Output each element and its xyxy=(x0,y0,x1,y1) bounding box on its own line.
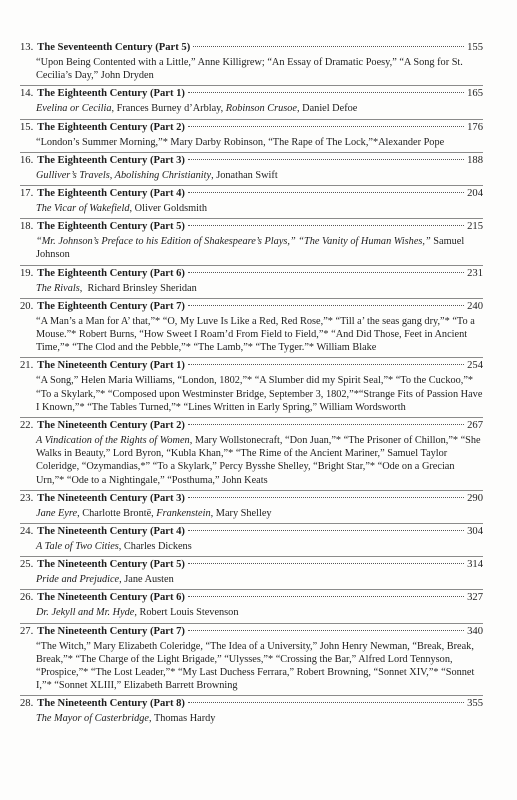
dot-leader xyxy=(188,629,464,631)
toc-entry-heading xyxy=(20,697,483,711)
chapter-number: 20. xyxy=(20,300,34,312)
chapter-title: The Eighteenth Century (Part 7) xyxy=(37,300,185,312)
chapter-number: 17. xyxy=(20,188,34,200)
toc-entry xyxy=(20,524,483,557)
toc-entry xyxy=(20,86,483,119)
page-number: 204 xyxy=(467,188,483,200)
page-number: 155 xyxy=(467,42,483,53)
chapter-title: The Nineteenth Century (Part 5) xyxy=(37,559,185,571)
dot-leader xyxy=(188,496,464,498)
toc-entry-heading xyxy=(20,220,483,234)
toc-entry-heading xyxy=(20,625,483,639)
dot-leader xyxy=(188,595,464,597)
toc-entry-heading xyxy=(20,525,483,539)
chapter-number: 25. xyxy=(20,559,34,571)
page-number: 188 xyxy=(467,154,483,166)
chapter-readings: “A Man’s a Man for A’ that,”* “O, My Luve Is Like a Red, Red Rose,”* “Till a’ the seas gang dry,”* “To a Mouse.”* Robert Burns, “How Sweet I Roam’d From Field to Field,”* “And Did Those, Feet in Ancient Time,”* “The Clod and the Pebble,”* “The Lamb,”* “The Tyger.”* William Blake xyxy=(36,315,475,354)
chapter-title: The Seventeenth Century (Part 5) xyxy=(37,42,191,53)
dot-leader xyxy=(193,45,464,47)
chapter-readings: “The Witch,” Mary Elizabeth Coleridge, “The Idea of a University,” John Henry Newman, “Break, Break, Break,”* “The Charge of the Light Brigade,” “Ulysses,”* “Crossing the Bar,” Alfred Lord Tennyson, “Prospice,”* “The Lost Leader,”* “My Last Duchess Ferrara,” Robert Browning, “Sonnet XIV,”* “Sonnet I,”* “Sonnet XLIII,” Elizabeth Barrett Browning xyxy=(36,640,475,692)
toc-entry xyxy=(20,153,483,186)
toc-entry xyxy=(20,219,483,265)
chapter-number: 23. xyxy=(20,492,34,504)
chapter-readings: “Mr. Johnson’s Preface to his Edition of Shakespeare’s Plays,” “The Vanity of Human Wishes,” Samuel Johnson xyxy=(36,236,465,261)
toc-entry-heading xyxy=(20,359,483,373)
toc-entry xyxy=(20,358,483,418)
chapter-readings: “London’s Summer Morning,”* Mary Darby Robinson, “The Rape of The Lock,”*Alexander Pope xyxy=(36,136,445,148)
chapter-title: The Eighteenth Century (Part 2) xyxy=(37,121,185,133)
toc-entry-heading xyxy=(20,591,483,605)
chapter-number: 24. xyxy=(20,526,34,538)
toc-list xyxy=(20,40,483,729)
chapter-number: 18. xyxy=(20,221,34,233)
chapter-title: The Eighteenth Century (Part 1) xyxy=(37,88,185,100)
toc-entry-heading xyxy=(20,267,483,281)
dot-leader xyxy=(188,423,464,425)
toc-entry xyxy=(20,624,483,697)
chapter-title: The Eighteenth Century (Part 3) xyxy=(37,154,185,166)
toc-entry-heading xyxy=(20,187,483,201)
dot-leader xyxy=(188,562,464,564)
chapter-readings: The Mayor of Casterbridge, Thomas Hardy xyxy=(36,713,216,725)
toc-entry-heading xyxy=(20,41,483,55)
dot-leader xyxy=(188,125,464,127)
page-number: 176 xyxy=(467,121,483,133)
page-number: 355 xyxy=(467,698,483,710)
toc-entry xyxy=(20,557,483,590)
chapter-title: The Nineteenth Century (Part 6) xyxy=(37,592,185,604)
chapter-title: The Nineteenth Century (Part 8) xyxy=(37,698,185,710)
chapter-readings: The Vicar of Wakefield, Oliver Goldsmith xyxy=(36,203,208,215)
chapter-readings: Gulliver’s Travels, Abolishing Christianity, Jonathan Swift xyxy=(36,169,278,181)
chapter-readings: Jane Eyre, Charlotte Brontë, Frankenstein, Mary Shelley xyxy=(36,507,272,519)
toc-entry-heading xyxy=(20,419,483,433)
chapter-number: 27. xyxy=(20,625,34,637)
chapter-number: 14. xyxy=(20,88,34,100)
chapter-number: 15. xyxy=(20,121,34,133)
page-number: 340 xyxy=(467,625,483,637)
chapter-title: The Nineteenth Century (Part 7) xyxy=(37,625,185,637)
dot-leader xyxy=(188,224,464,226)
chapter-title: The Nineteenth Century (Part 1) xyxy=(37,360,185,372)
toc-entry xyxy=(20,299,483,359)
chapter-number: 22. xyxy=(20,420,34,432)
dot-leader xyxy=(188,701,464,703)
page-number: 240 xyxy=(467,300,483,312)
page-number: 165 xyxy=(467,88,483,100)
page-number: 231 xyxy=(467,267,483,279)
dot-leader xyxy=(188,363,464,365)
toc-entry-heading xyxy=(20,121,483,135)
dot-leader xyxy=(188,304,464,306)
page-number: 254 xyxy=(467,360,483,372)
chapter-readings: “Upon Being Contented with a Little,” Anne Killigrew; “An Essay of Dramatic Poesy,” “A Song for St. Cecilia’s Day,” John Dryden xyxy=(36,57,463,82)
page-number: 314 xyxy=(467,559,483,571)
chapter-readings: A Vindication of the Rights of Women, Mary Wollstonecraft, “Don Juan,”* “The Prisoner of Chillon,”* “She Walks in Beauty,” Lord Byron, “Kubla Khan,”* “The Rime of the Ancient Mariner,” Samuel Taylor Coleridge, “Ozymandias,*” “To a Skylark,” Percy Bysshe Shelley, “Bright Star,”* “Ode on a Grecian Urn,”* “Ode to a Nightingale,” “Posthuma,” John Keats xyxy=(36,435,481,486)
chapter-title: The Nineteenth Century (Part 2) xyxy=(37,420,185,432)
page-number: 290 xyxy=(467,492,483,504)
toc-entry xyxy=(20,40,483,86)
chapter-title: The Nineteenth Century (Part 4) xyxy=(37,526,185,538)
chapter-readings: “A Song,” Helen Maria Williams, “London, 1802,”* “A Slumber did my Spirit Seal,”* “To the Cuckoo,”* “To a Skylark,”* “Composed upon Westminster Bridge, September 3, 1802,”*“Strange Fits of Passion Have I Known,”* “The Tables Turned,”* “Lines Written in Early Spring,” William Wordsworth xyxy=(36,375,483,413)
toc-entry xyxy=(20,491,483,524)
chapter-title: The Eighteenth Century (Part 5) xyxy=(37,221,185,233)
dot-leader xyxy=(188,158,464,160)
chapter-title: The Eighteenth Century (Part 6) xyxy=(37,267,185,279)
toc-entry xyxy=(20,186,483,219)
chapter-readings: Dr. Jekyll and Mr. Hyde, Robert Louis Stevenson xyxy=(36,607,239,619)
chapter-readings: Evelina or Cecilia, Frances Burney d’Arblay, Robinson Crusoe, Daniel Defoe xyxy=(36,103,358,115)
toc-entry xyxy=(20,418,483,491)
page-number: 327 xyxy=(467,592,483,604)
dot-leader xyxy=(188,91,464,93)
chapter-readings: A Tale of Two Cities, Charles Dickens xyxy=(36,541,192,553)
dot-leader xyxy=(188,191,464,193)
toc-entry-heading xyxy=(20,87,483,101)
toc-entry xyxy=(20,696,483,728)
page-number: 267 xyxy=(467,420,483,432)
chapter-number: 26. xyxy=(20,592,34,604)
chapter-number: 28. xyxy=(20,698,34,710)
chapter-number: 21. xyxy=(20,360,34,372)
toc-entry xyxy=(20,266,483,299)
chapter-number: 16. xyxy=(20,154,34,166)
toc-entry xyxy=(20,590,483,623)
toc-entry-heading xyxy=(20,558,483,572)
page-number: 304 xyxy=(467,526,483,538)
chapter-title: The Eighteenth Century (Part 4) xyxy=(37,188,185,200)
dot-leader xyxy=(188,529,464,531)
toc-entry-heading xyxy=(20,300,483,314)
chapter-title: The Nineteenth Century (Part 3) xyxy=(37,492,185,504)
chapter-number: 13. xyxy=(20,42,34,53)
chapter-readings: The Rivals, Richard Brinsley Sheridan xyxy=(36,282,197,294)
page-number: 215 xyxy=(467,221,483,233)
chapter-number: 19. xyxy=(20,267,34,279)
toc-entry xyxy=(20,120,483,153)
dot-leader xyxy=(188,271,464,273)
chapter-readings: Pride and Prejudice, Jane Austen xyxy=(36,574,174,586)
toc-entry-heading xyxy=(20,154,483,168)
toc-entry-heading xyxy=(20,492,483,506)
